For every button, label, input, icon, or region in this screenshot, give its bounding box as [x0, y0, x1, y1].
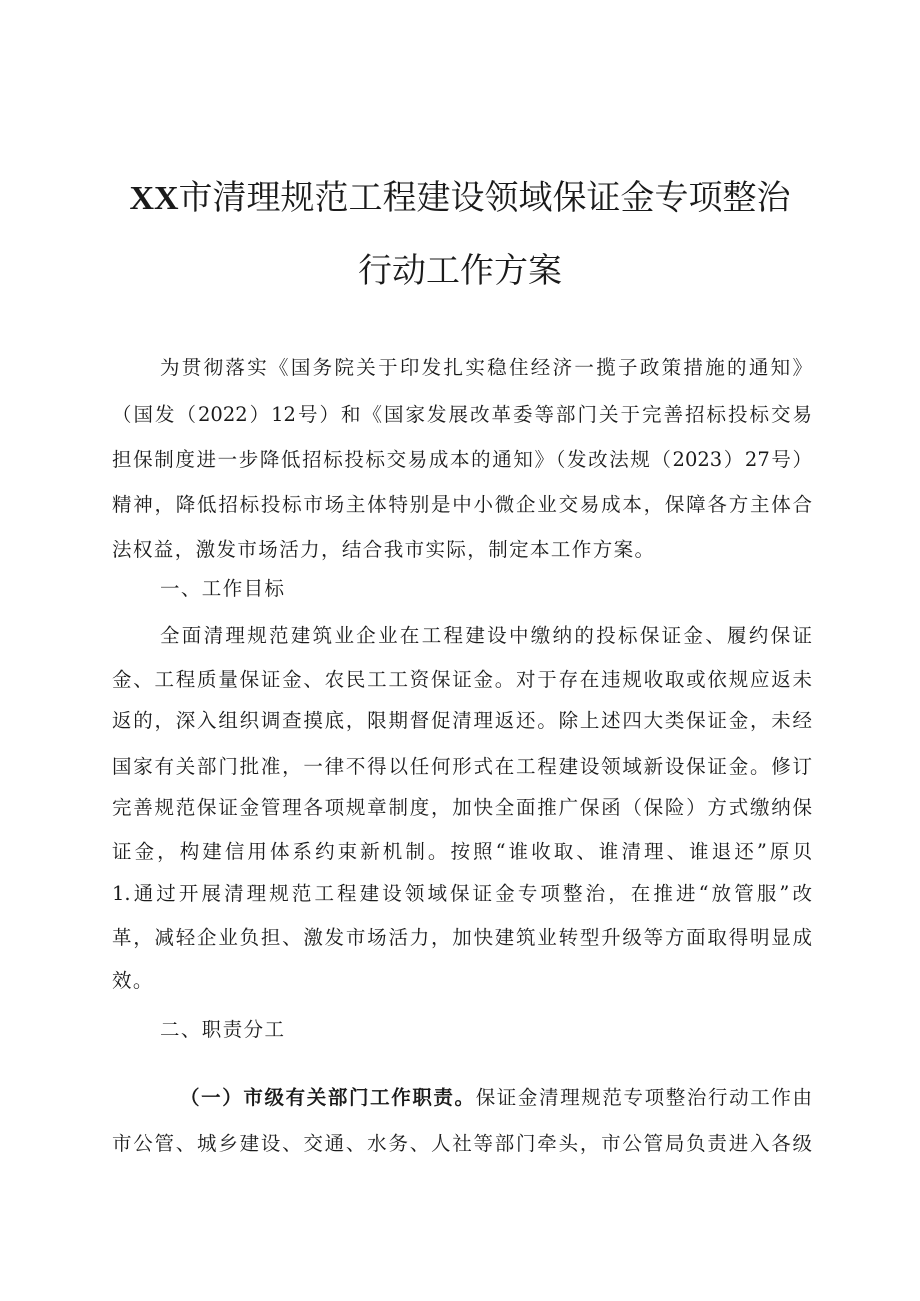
intro-line: 精神，降低招标投标市场主体特别是中小微企业交易成本，保障各方主体合 — [112, 493, 812, 516]
section1-line: 返的，深入组织调查摸底，限期督促清理返还。除上述四大类保证金，未经 — [112, 709, 812, 732]
subsection-1-text: 保证金清理规范专项整治行动工作由 — [475, 1086, 812, 1109]
intro-line: 法权益，激发市场活力，结合我市实际，制定本工作方案。 — [112, 538, 656, 561]
section-heading-goals: 一、工作目标 — [160, 577, 286, 600]
document-title-line-2: 行动工作方案 — [358, 251, 562, 291]
section-heading-responsibilities: 二、职责分工 — [160, 1018, 286, 1041]
document-title-line-1 — [110, 170, 810, 219]
section1-line: 全面清理规范建筑业企业在工程建设中缴纳的投标保证金、履约保证 — [160, 624, 812, 647]
section1-line: 革，减轻企业负担、激发市场活力，加快建筑业转型升级等方面取得明显成 — [112, 926, 812, 949]
title-prefix: XX — [129, 180, 179, 217]
intro-line: 担保制度进一步降低招标投标交易成本的通知》（发改法规（2023）27号） — [112, 448, 812, 471]
section1-line: 效。 — [112, 969, 154, 992]
subsection-1-line-1 — [180, 1084, 812, 1112]
section1-line: 完善规范保证金管理各项规章制度，加快全面推广保函（保险）方式缴纳保 — [112, 796, 812, 819]
title-rest: 市清理规范工程建设领域保证金专项整治 — [178, 178, 791, 218]
section1-line: 证金，构建信用体系约束新机制。按照“谁收取、谁清理、谁退还”原贝 — [112, 840, 812, 863]
section1-line: 国家有关部门批准，一律不得以任何形式在工程建设领域新设保证金。修订 — [112, 755, 812, 778]
subsection-1-title: （一）市级有关部门工作职责。 — [180, 1086, 476, 1109]
subsection-1-line-2: 市公管、城乡建设、交通、水务、人社等部门牵头，市公管局负责进入各级 — [112, 1132, 812, 1155]
intro-line: （国发（2022）12号）和《国家发展改革委等部门关于完善招标投标交易 — [112, 403, 812, 426]
section1-line: 金、工程质量保证金、农民工工资保证金。对于存在违规收取或依规应返未 — [112, 668, 812, 691]
intro-line: 为贯彻落实《国务院关于印发扎实稳住经济一揽子政策措施的通知》 — [160, 356, 812, 379]
section1-line: 1.通过开展清理规范工程建设领域保证金专项整治，在推进“放管服”改 — [112, 882, 812, 905]
